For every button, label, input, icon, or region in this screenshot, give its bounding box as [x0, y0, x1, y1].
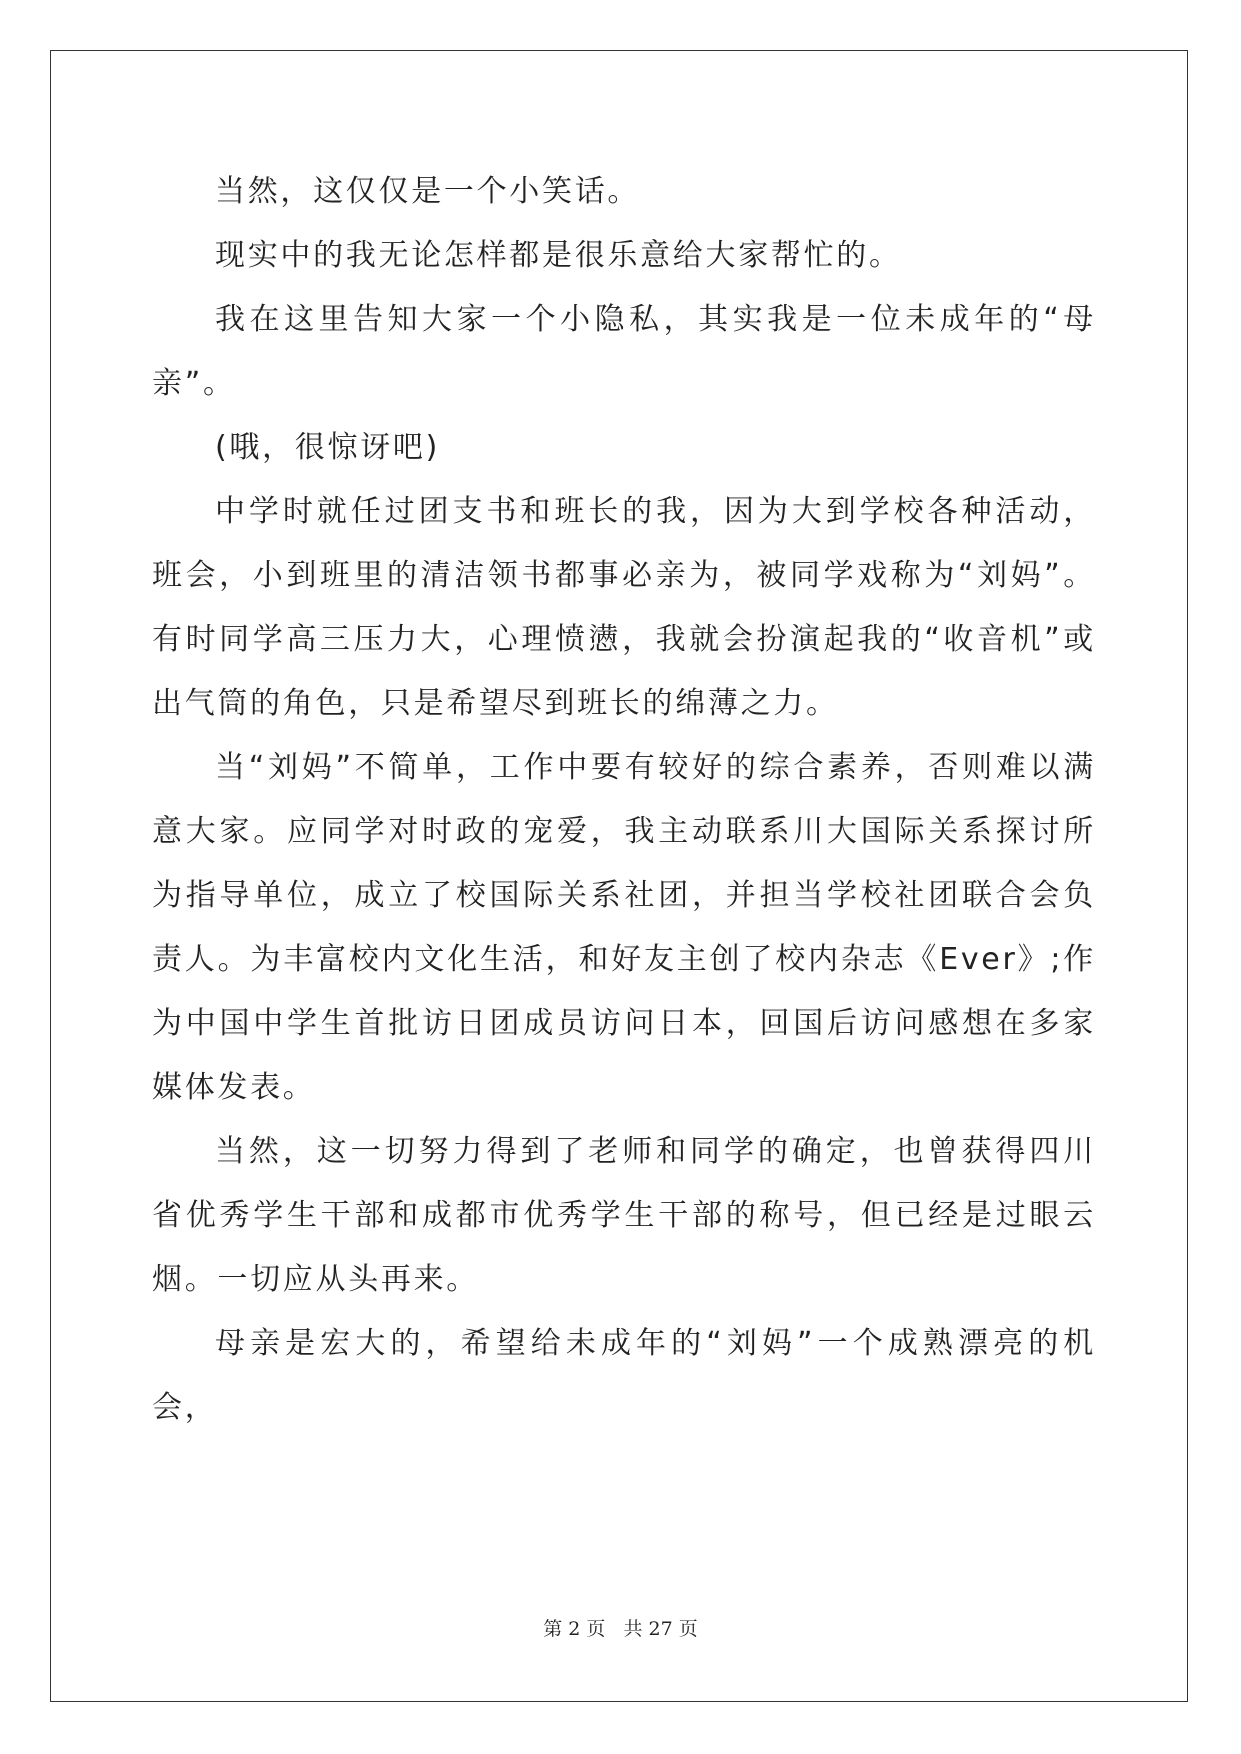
paragraph: 现实中的我无论怎样都是很乐意给大家帮忙的。	[215, 238, 902, 273]
paragraph: 我在这里告知大家一个小隐私，其实我是一位未成年的“母亲”。	[152, 302, 1096, 401]
paragraph: 当然，这一切努力得到了老师和同学的确定，也曾获得四川省优秀学生干部和成都市优秀学生干部的称号，但已经是过眼云烟。一切应从头再来。	[152, 1134, 1096, 1297]
paragraph: 当“刘妈”不简单，工作中要有较好的综合素养，否则难以满意大家。应同学对时政的宠爱，我主动联系川大国际关系探讨所为指导单位，成立了校国际关系社团，并担当学校社团联合会负责人。为丰富校内文化生活，和好友主创了校内杂志《Ever》;作为中国中学生首批访日团成员访问日本，回国后访问感想在多家媒体发表。	[152, 750, 1096, 1105]
paragraph: 中学时就任过团支书和班长的我，因为大到学校各种活动，班会，小到班里的清洁领书都事必亲为，被同学戏称为“刘妈”。有时同学高三压力大，心理愤懑，我就会扮演起我的“收音机”或出气筒的角色，只是希望尽到班长的绵薄之力。	[152, 494, 1096, 721]
document-body	[152, 160, 1096, 1440]
paragraph: 当然，这仅仅是一个小笑话。	[215, 174, 641, 209]
paragraph: (哦，很惊讶吧)	[215, 430, 441, 465]
paragraph: 母亲是宏大的，希望给未成年的“刘妈”一个成熟漂亮的机会，	[152, 1326, 1096, 1425]
page-number: 第 2 页 共 27 页	[543, 1618, 698, 1640]
page-footer	[0, 1614, 1241, 1641]
